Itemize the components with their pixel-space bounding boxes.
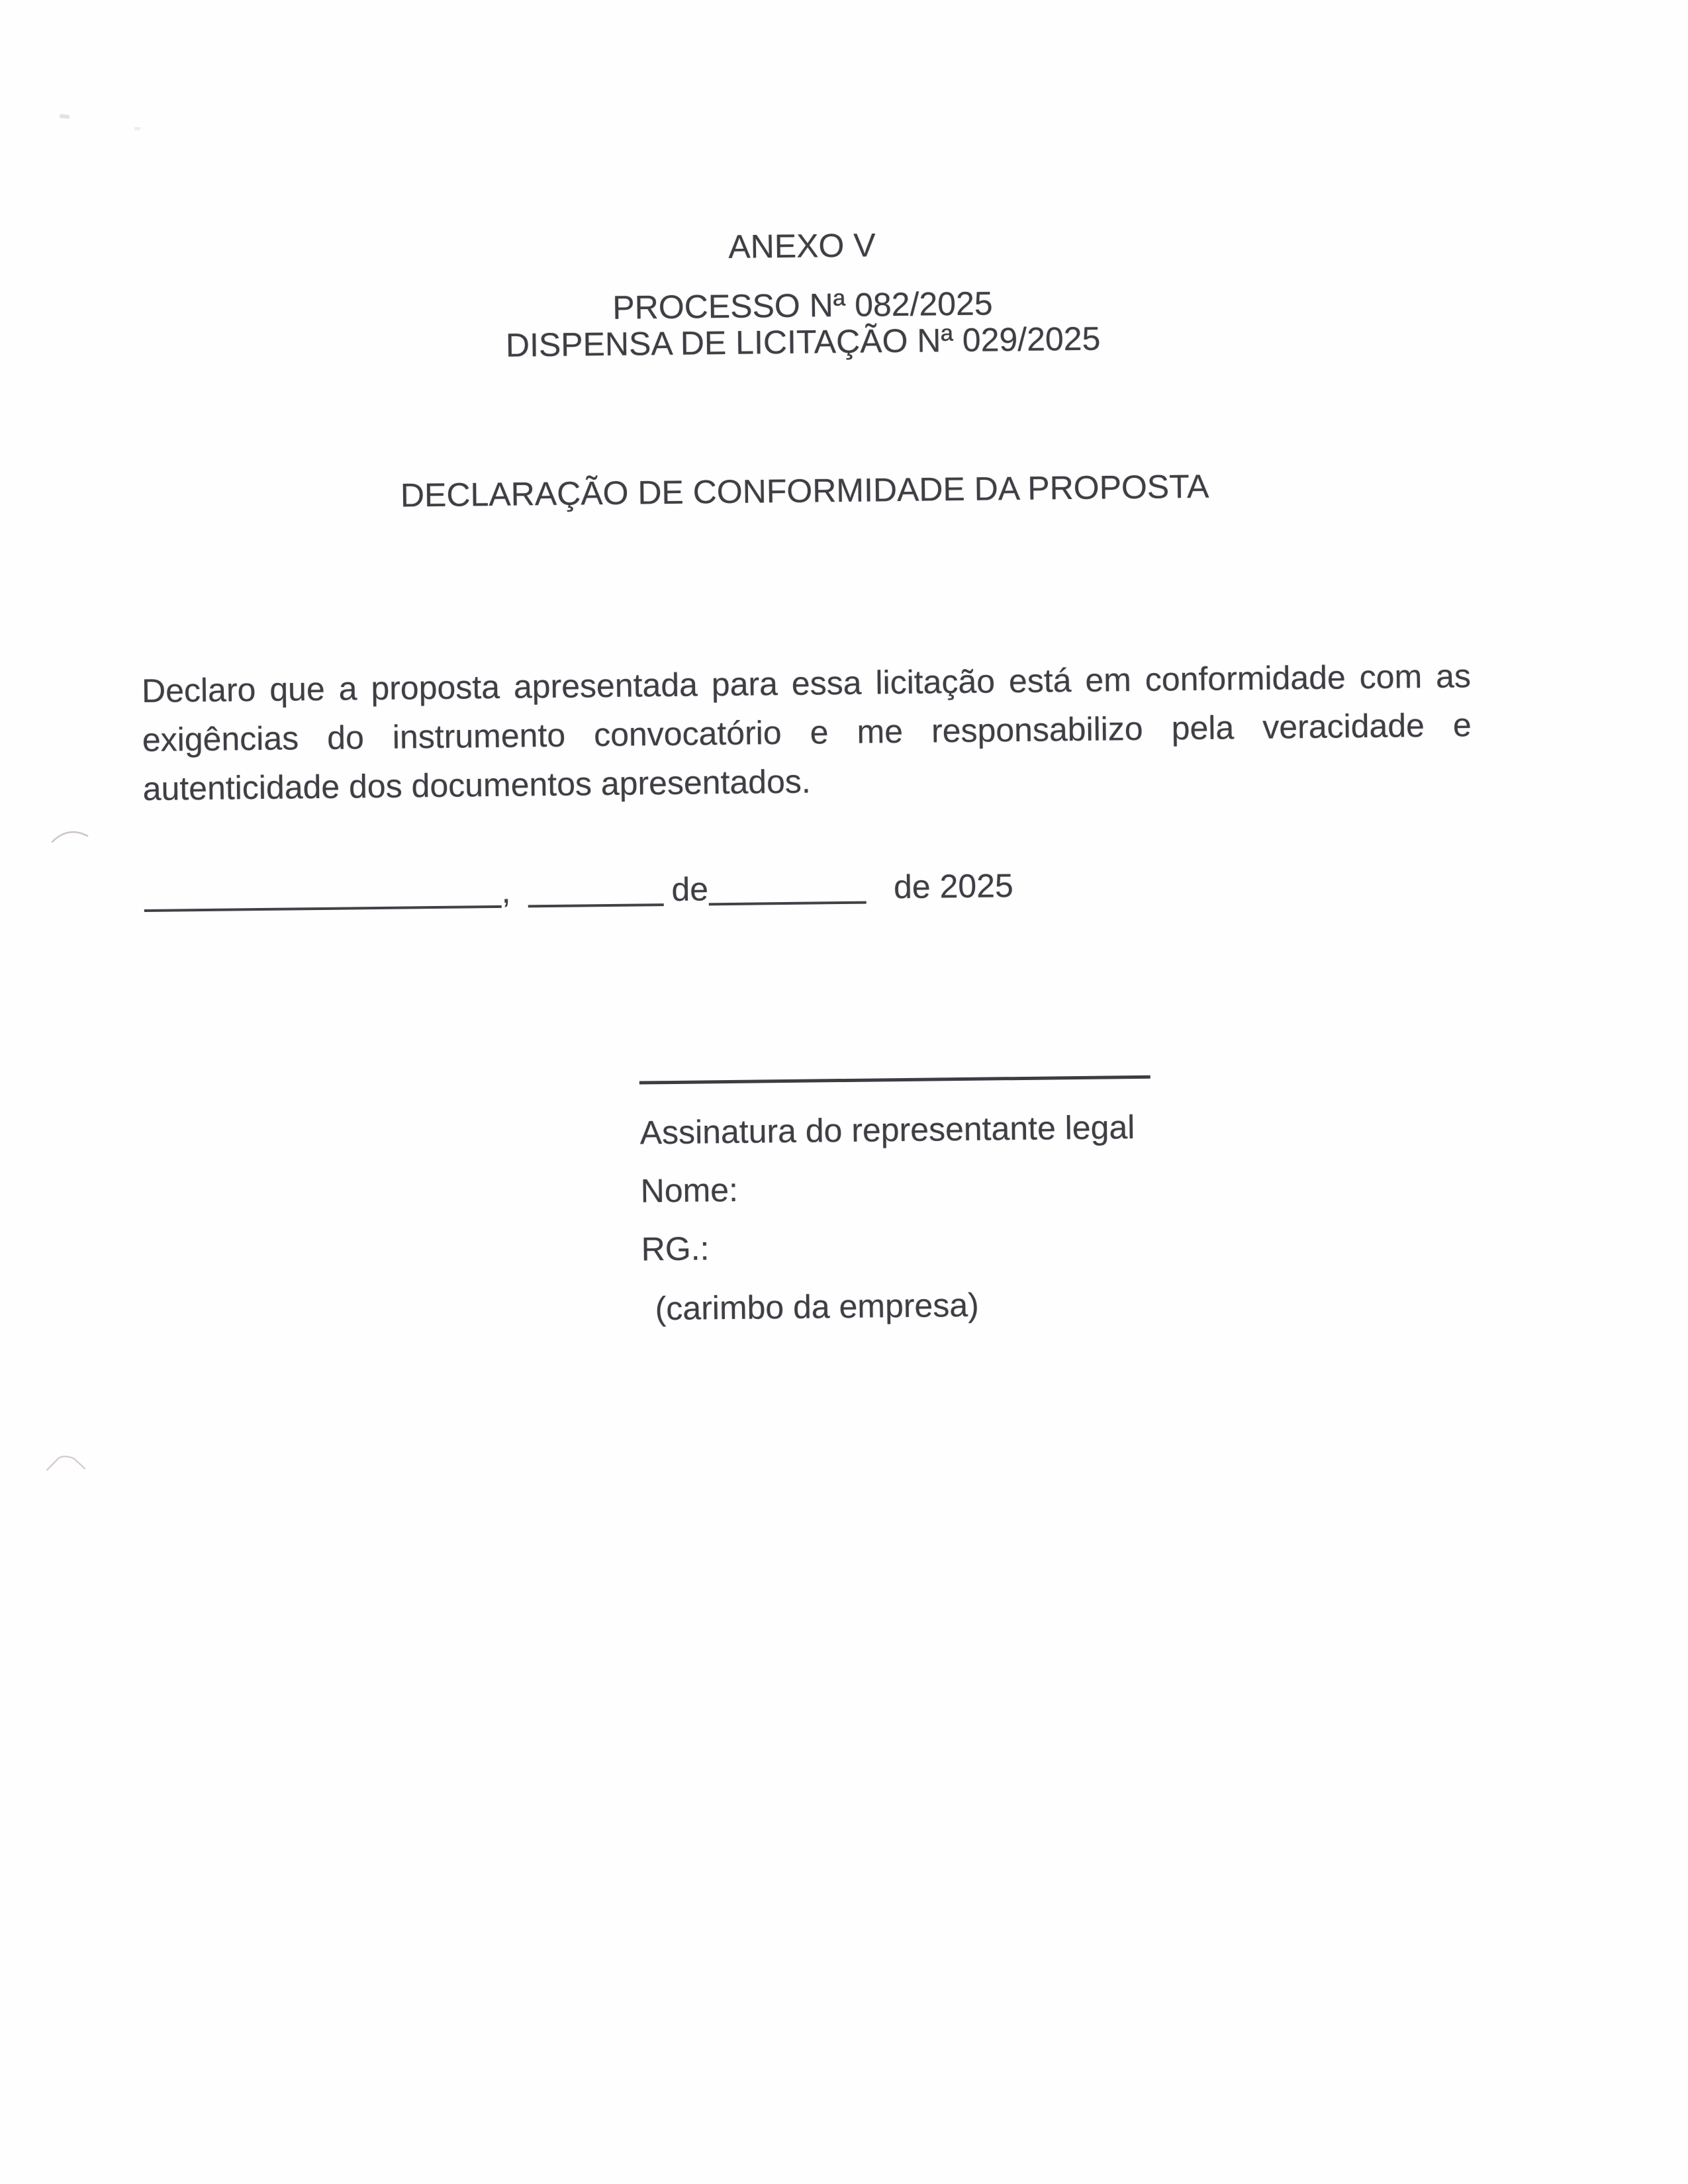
date-of-year-label: de 2025 — [893, 867, 1014, 906]
date-fill-line — [144, 866, 1013, 915]
month-blank-line — [708, 901, 866, 906]
signature-line — [639, 1075, 1150, 1085]
day-blank-line — [528, 903, 664, 907]
signature-caption: Assinatura do representante legal — [639, 1109, 1135, 1152]
company-stamp-note: (carimbo da empresa) — [655, 1286, 980, 1328]
rg-label: RG.: — [641, 1230, 710, 1268]
declaration-paragraph-line-3: autenticidade dos documentos apresentados. — [142, 762, 812, 808]
name-label: Nome: — [640, 1171, 739, 1210]
comma-separator: , — [501, 872, 511, 910]
date-of-month-label: de — [671, 870, 709, 908]
city-blank-line — [144, 905, 502, 912]
declaration-paragraph-line-2: exigências do instrumento convocatório e me responsabilizo pela veracidade e — [142, 706, 1472, 759]
process-number-line: PROCESSO Nª 082/2025 — [612, 285, 993, 326]
declaration-paragraph-line-1: Declaro que a proposta apresentada para essa licitação está em conformidade com as — [141, 657, 1472, 710]
declaration-paragraph — [142, 651, 1472, 813]
annex-title: ANEXO V — [728, 226, 876, 265]
document-title: DECLARAÇÃO DE CONFORMIDADE DA PROPOSTA — [400, 467, 1209, 514]
bid-waiver-number-line: DISPENSA DE LICITAÇÃO Nª 029/2025 — [505, 320, 1101, 364]
